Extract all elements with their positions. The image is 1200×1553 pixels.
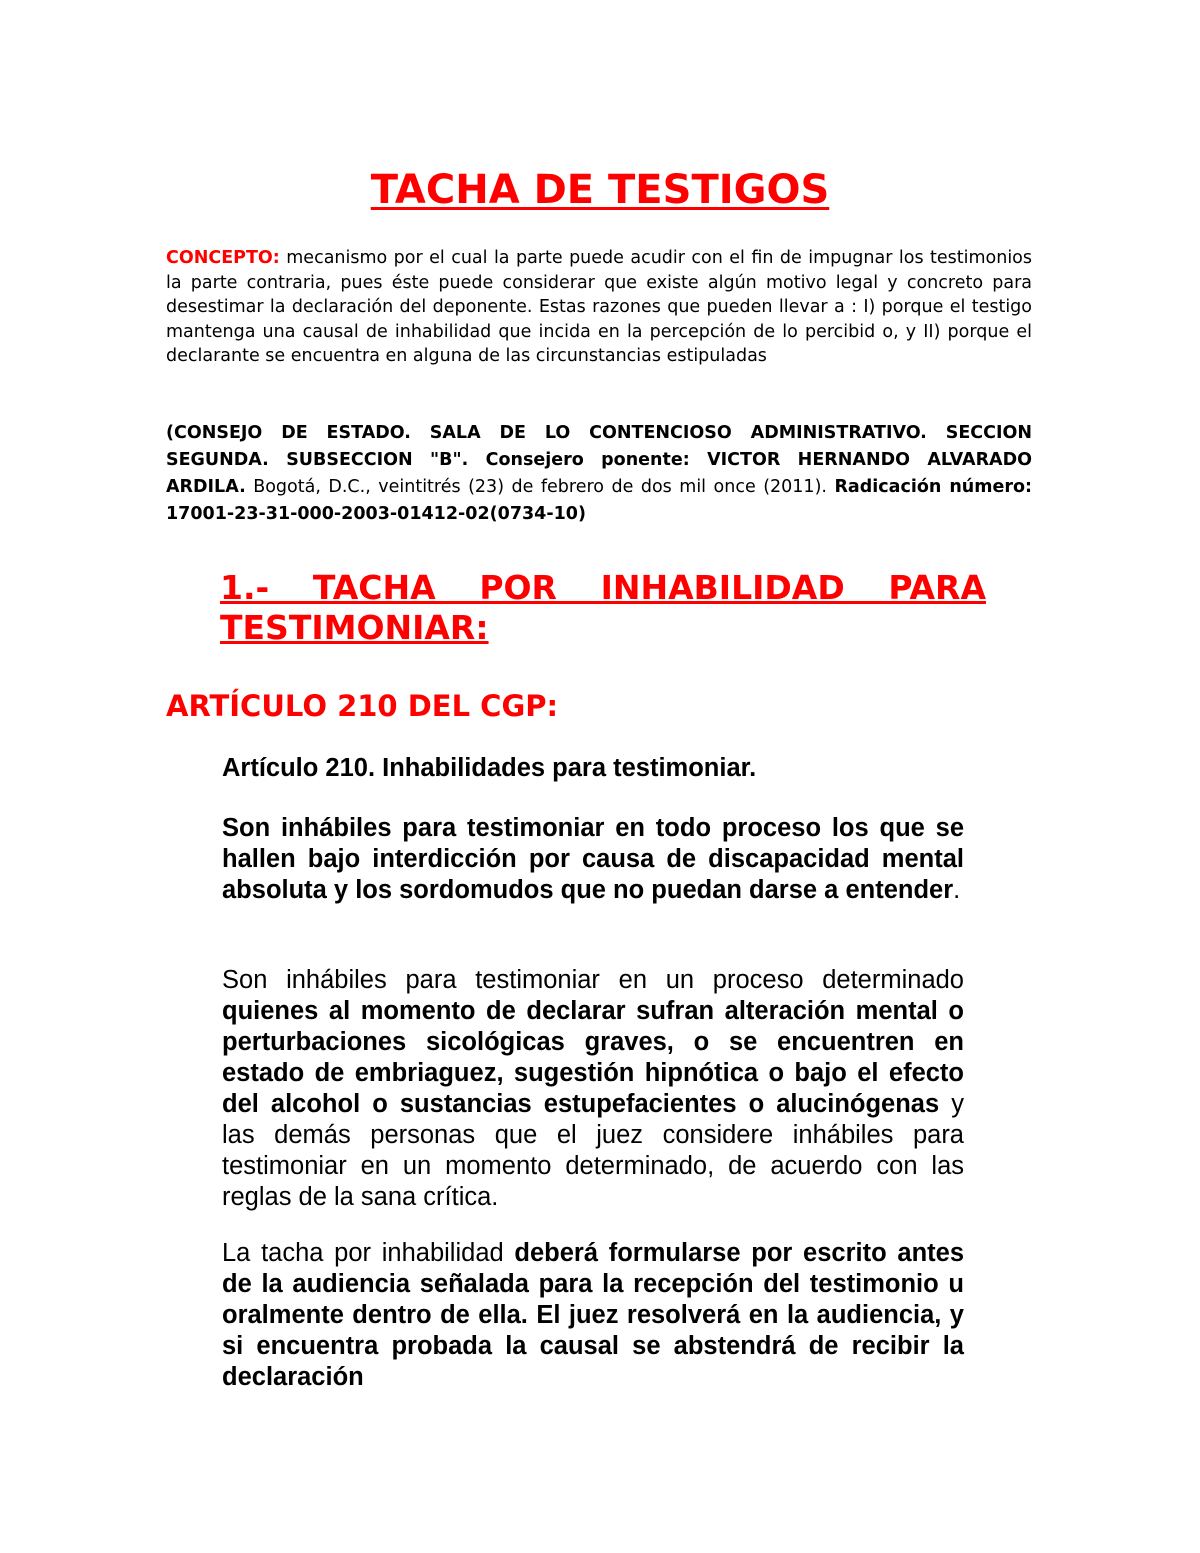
concept-paragraph [166,246,1032,369]
article-p1-bold: Son inhábiles para testimoniar en todo proceso los que se hallen bajo interdicción por causa de discapacidad mental absoluta y los sordomudos que no puedan darse a entender [222,814,964,904]
article-p3-intro: La tacha por inhabilidad [222,1239,515,1267]
citation-paragraph [166,420,1032,528]
article-p2-intro: Son inhábiles para testimoniar en un proceso determinado [222,966,964,994]
concept-text: mecanismo por el cual la parte puede acudir con el fin de impugnar los testimonios la parte contraria, pues éste puede considerar que existe algún motivo legal y concreto para desestimar la declaración del deponente. Estas razones que pueden llevar a : I) porque el testigo mantenga una causal de inhabilidad que incida en la percepción de lo percibid o, y II) porque el declarante se encuentra en alguna de las circunstancias estipuladas [166,248,1032,366]
document-title: TACHA DE TESTIGOS [370,167,830,213]
concept-label: CONCEPTO: [166,248,280,268]
citation-court: (CONSEJO DE ESTADO. SALA DE LO CONTENCIOSO ADMINISTRATIVO. SECCION SEGUNDA. SUBSECCION "B". Consejero ponente: VICTOR HERNANDO ALVARADO ARDILA. [166,423,1032,497]
article-paragraph-3 [222,1238,964,1393]
article-paragraph-2 [222,965,964,1213]
citation-radicacion: Radicación número: 17001-23-31-000-2003-01412-02(0734-10) [166,477,1032,524]
section-heading-2: ARTÍCULO 210 DEL CGP: [166,689,559,723]
article-p2-bold: quienes al momento de declarar sufran alteración mental o perturbaciones sicológicas graves, o se encuentren en estado de embriaguez, sugestión hipnótica o bajo el efecto del alcohol o sustancias estupefacientes o alucinógenas [222,997,964,1118]
section-heading-1: 1.- TACHA POR INHABILIDAD PARA TESTIMONIAR: [220,568,986,647]
article-title: Artículo 210. Inhabilidades para testimoniar. [222,754,757,782]
article-paragraph-1 [222,813,964,906]
article-p2-rest: y las demás personas que el juez considere inhábiles para testimoniar en un momento determinado, de acuerdo con las reglas de la sana crítica. [222,1090,964,1211]
citation-date: Bogotá, D.C., veintitrés (23) de febrero de dos mil once (2011). [245,477,835,497]
article-p1-end: . [953,876,961,904]
article-p3-bold: deberá formularse por escrito antes de la audiencia señalada para la recepción del testimonio u oralmente dentro de ella. El juez resolverá en la audiencia, y si encuentra probada la causal se abstendrá de recibir la declaración [222,1239,964,1391]
